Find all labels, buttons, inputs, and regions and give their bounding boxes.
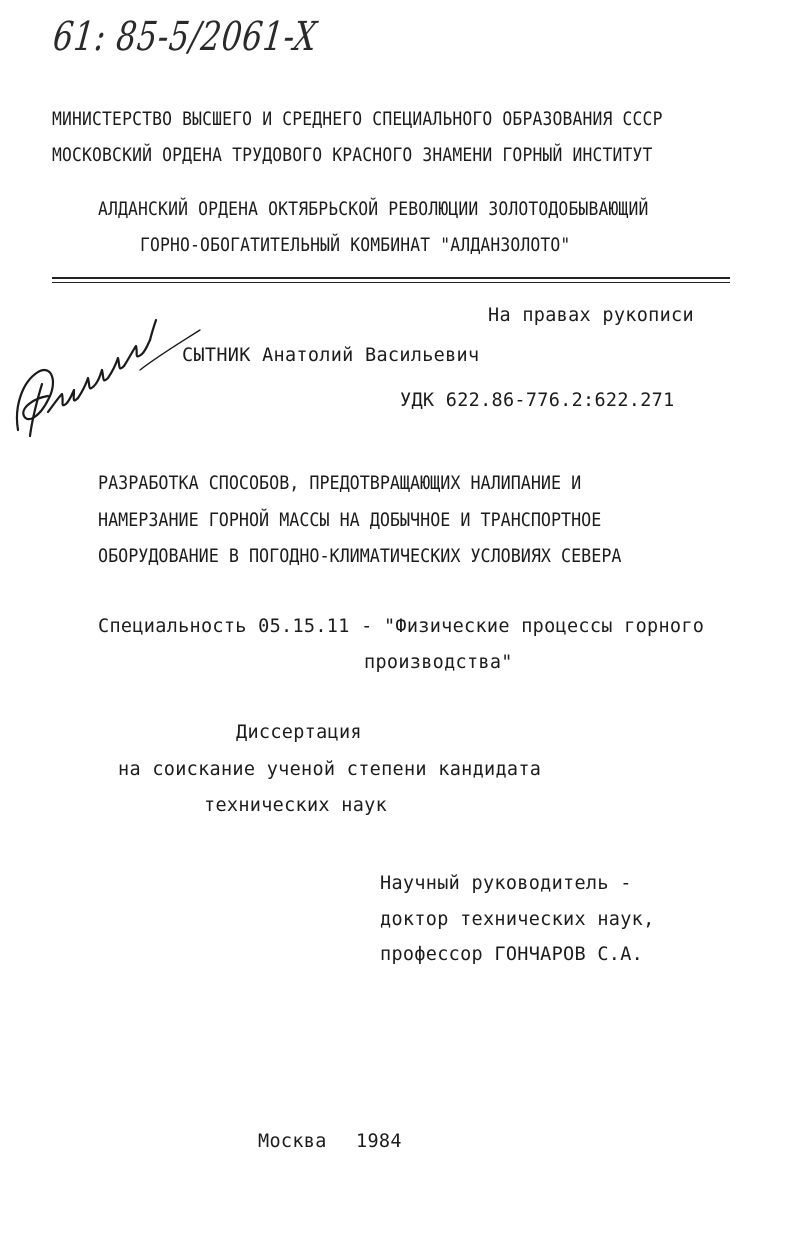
degree-line-1: Диссертация [236, 722, 362, 743]
degree-line-2: на соискание ученой степени кандидата [118, 759, 542, 780]
specialty-line-1: Специальность 05.15.11 - "Физические процессы горного [98, 616, 705, 637]
footer-city: Москва [258, 1131, 327, 1152]
degree-line-3: технических наук [204, 795, 388, 816]
supervisor-line-2: доктор технических наук, [380, 909, 655, 930]
supervisor-line-1: Научный руководитель - [380, 873, 632, 894]
author-name: СЫТНИК Анатолий Васильевич [182, 345, 480, 366]
header-rule-top [52, 277, 730, 279]
supervisor-line-3: профессор ГОНЧАРОВ С.А. [380, 944, 644, 965]
author-signature [8, 312, 208, 442]
title-line-1: РАЗРАБОТКА СПОСОБОВ, ПРЕДОТВРАЩАЮЩИХ НАЛИПАНИЕ И [98, 472, 582, 494]
archive-code: 61: 85-5/2061-X [50, 14, 320, 60]
udk-code: УДК 622.86-776.2:622.271 [400, 390, 675, 411]
combine-line-2: ГОРНО-ОБОГАТИТЕЛЬНЫЙ КОМБИНАТ "АЛДАНЗОЛОТО" [140, 234, 571, 256]
ministry-line: МИНИСТЕРСТВО ВЫСШЕГО И СРЕДНЕГО СПЕЦИАЛЬНОГО ОБРАЗОВАНИЯ СССР [52, 108, 663, 130]
title-line-2: НАМЕРЗАНИЕ ГОРНОЙ МАССЫ НА ДОБЫЧНОЕ И ТРАНСПОРТНОЕ [98, 509, 602, 531]
header-rule-bottom [52, 282, 730, 283]
specialty-line-2: производства" [364, 652, 513, 673]
combine-line-1: АЛДАНСКИЙ ОРДЕНА ОКТЯБРЬСКОЙ РЕВОЛЮЦИИ ЗОЛОТОДОБЫВАЮЩИЙ [98, 198, 649, 220]
footer-year: 1984 [356, 1131, 402, 1152]
manuscript-note: На правах рукописи [488, 305, 694, 326]
title-line-3: ОБОРУДОВАНИЕ В ПОГОДНО-КЛИМАТИЧЕСКИХ УСЛОВИЯХ СЕВЕРА [98, 545, 622, 567]
institute-line: МОСКОВСКИЙ ОРДЕНА ТРУДОВОГО КРАСНОГО ЗНАМЕНИ ГОРНЫЙ ИНСТИТУТ [52, 144, 653, 166]
